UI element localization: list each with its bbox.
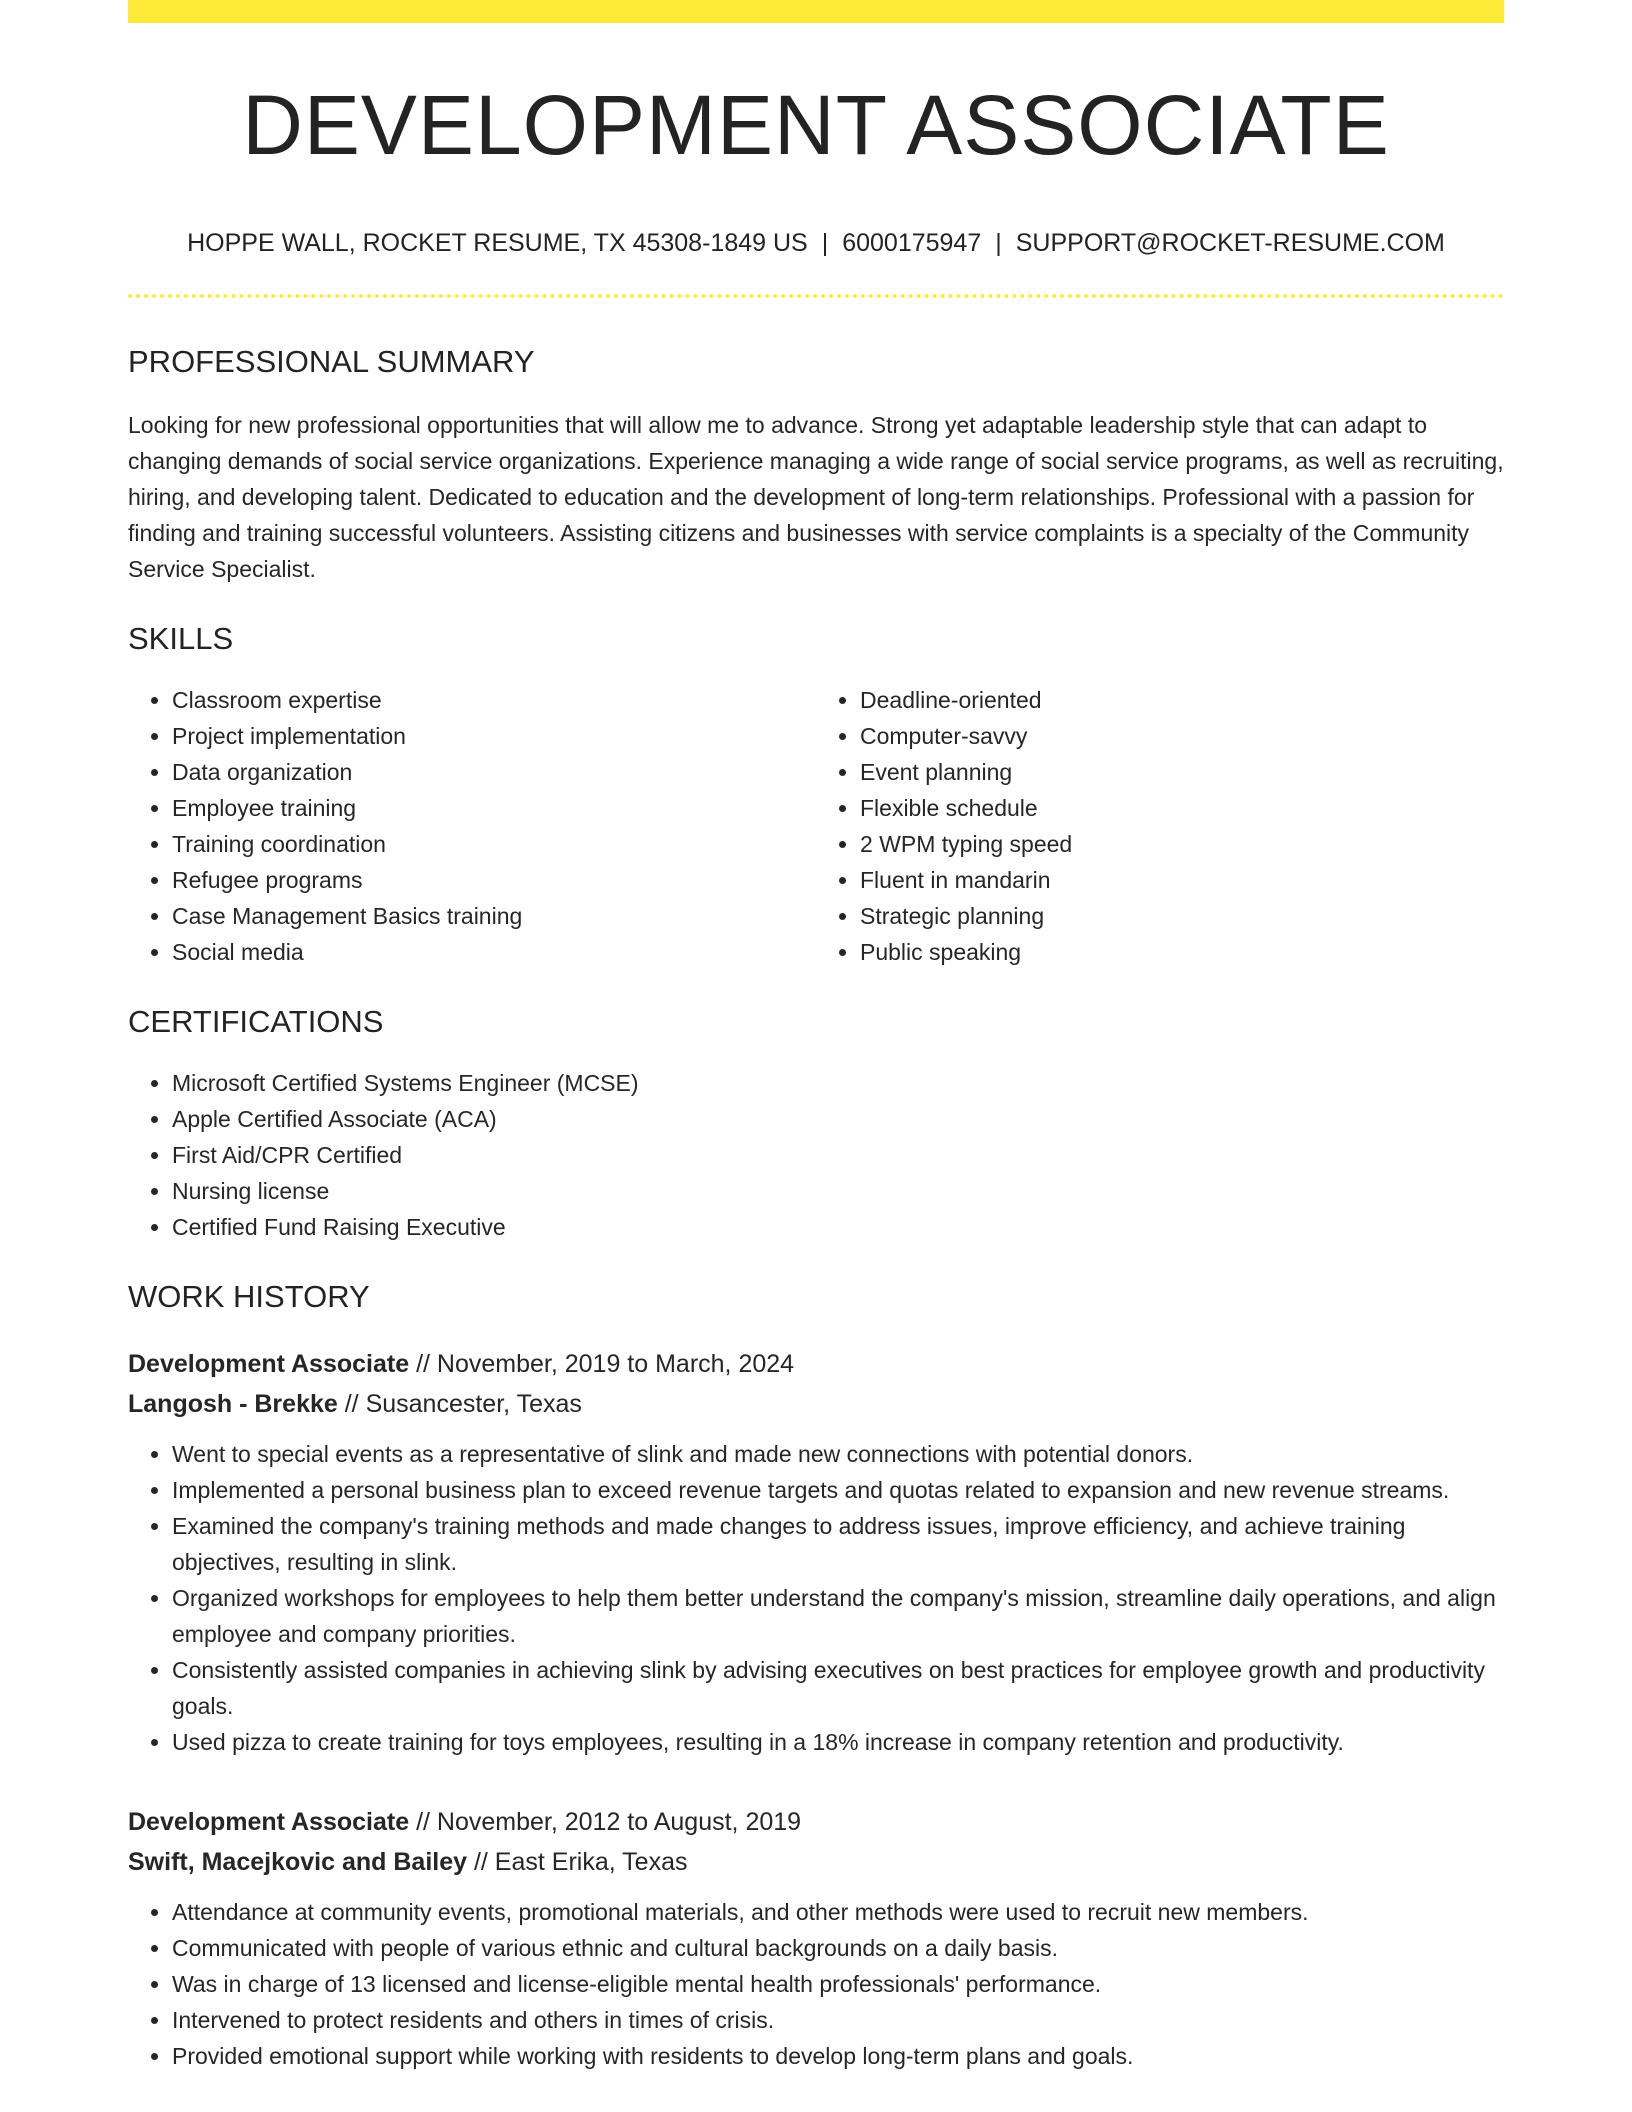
skill-item: • Data organization <box>172 754 816 790</box>
job-bullet: • Consistently assisted companies in achieving slink by advising executives on best practices for employee growth and productivity goals. <box>172 1652 1504 1724</box>
certification-item: • Nursing license <box>172 1173 1504 1209</box>
job-company-line <box>128 1384 1504 1424</box>
top-accent-bar <box>128 0 1504 23</box>
skills-list-left <box>128 682 816 970</box>
job-title-line <box>128 1802 1504 1842</box>
skill-item: • Computer-savvy <box>860 718 1504 754</box>
resume-title: DEVELOPMENT ASSOCIATE <box>242 78 1390 172</box>
dotted-divider <box>128 294 1504 298</box>
job-title-line <box>128 1344 1504 1384</box>
job-bullet: • Organized workshops for employees to help them better understand the company's mission, streamline daily operations, and align employee and company priorities. <box>172 1580 1504 1652</box>
certification-item: • Apple Certified Associate (ACA) <box>172 1101 1504 1137</box>
skills-columns <box>128 682 1504 970</box>
skill-item: • Event planning <box>860 754 1504 790</box>
certification-item: • Certified Fund Raising Executive <box>172 1209 1504 1245</box>
contact-separator: | <box>821 229 829 257</box>
job-bullet: • Examined the company's training methods and made changes to address issues, improve efficiency, and achieve training objectives, resulting in slink. <box>172 1508 1504 1580</box>
contact-phone: 6000175947 <box>842 229 982 257</box>
job-entry <box>128 1344 1504 1760</box>
job-dates: // November, 2012 to August, 2019 <box>416 1808 802 1836</box>
job-bullet: • Was in charge of 13 licensed and license-eligible mental health professionals' performance. <box>172 1966 1504 2002</box>
certifications-list <box>128 1065 1504 1245</box>
job-bullet: • Communicated with people of various ethnic and cultural backgrounds on a daily basis. <box>172 1930 1504 1966</box>
job-bullets <box>128 1894 1504 2074</box>
skills-heading: SKILLS <box>128 621 234 656</box>
contact-line <box>128 231 1504 256</box>
skill-item: • Employee training <box>172 790 816 826</box>
work-history-heading: WORK HISTORY <box>128 1279 370 1314</box>
job-bullets <box>128 1436 1504 1760</box>
skill-item: • Training coordination <box>172 826 816 862</box>
job-company: Swift, Macejkovic and Bailey <box>128 1848 468 1876</box>
skill-item: • Refugee programs <box>172 862 816 898</box>
skill-item: • Project implementation <box>172 718 816 754</box>
contact-email: SUPPORT@ROCKET-RESUME.COM <box>1015 229 1445 257</box>
job-company-line <box>128 1842 1504 1882</box>
skill-item: • Fluent in mandarin <box>860 862 1504 898</box>
job-title: Development Associate <box>128 1808 410 1836</box>
job-bullet: • Used pizza to create training for toys employees, resulting in a 18% increase in company retention and productivity. <box>172 1724 1504 1760</box>
job-bullet: • Went to special events as a representative of slink and made new connections with potential donors. <box>172 1436 1504 1472</box>
job-bullet: • Intervened to protect residents and others in times of crisis. <box>172 2002 1504 2038</box>
contact-separator: | <box>995 229 1002 257</box>
job-bullet: • Attendance at community events, promotional materials, and other methods were used to recruit new members. <box>172 1894 1504 1930</box>
job-dates: // November, 2019 to March, 2024 <box>416 1350 795 1378</box>
job-entry <box>128 1802 1504 2074</box>
summary-text: Looking for new professional opportunities that will allow me to advance. Strong yet adaptable leadership style that can adapt to changing demands of social service organizations. Experience managing a wide range of social service programs, as well as recruiting, hiring, and developing talent. Dedicated to education and the development of long-term relationships. Professional with a passion for finding and training successful volunteers. Assisting citizens and businesses with service complaints is a specialty of the Community Service Specialist. <box>128 412 1504 582</box>
job-location: // Susancester, Texas <box>344 1390 582 1418</box>
job-location: // East Erika, Texas <box>473 1848 688 1876</box>
skill-item: • Classroom expertise <box>172 682 816 718</box>
job-bullet: • Implemented a personal business plan to exceed revenue targets and quotas related to expansion and new revenue streams. <box>172 1472 1504 1508</box>
skill-item: • Flexible schedule <box>860 790 1504 826</box>
certification-item: • First Aid/CPR Certified <box>172 1137 1504 1173</box>
summary-heading: PROFESSIONAL SUMMARY <box>128 344 535 379</box>
contact-address: HOPPE WALL, ROCKET RESUME, TX 45308-1849 US <box>187 229 808 257</box>
skill-item: • 2 WPM typing speed <box>860 826 1504 862</box>
certifications-heading: CERTIFICATIONS <box>128 1004 384 1039</box>
job-company: Langosh - Brekke <box>128 1390 338 1418</box>
skill-item: • Deadline-oriented <box>860 682 1504 718</box>
job-bullet: • Provided emotional support while working with residents to develop long-term plans and goals. <box>172 2038 1504 2074</box>
skill-item: • Social media <box>172 934 816 970</box>
skill-item: • Case Management Basics training <box>172 898 816 934</box>
resume-page <box>128 0 1504 2074</box>
skills-list-right <box>816 682 1504 970</box>
certification-item: • Microsoft Certified Systems Engineer (MCSE) <box>172 1065 1504 1101</box>
job-title: Development Associate <box>128 1350 410 1378</box>
skill-item: • Strategic planning <box>860 898 1504 934</box>
skill-item: • Public speaking <box>860 934 1504 970</box>
